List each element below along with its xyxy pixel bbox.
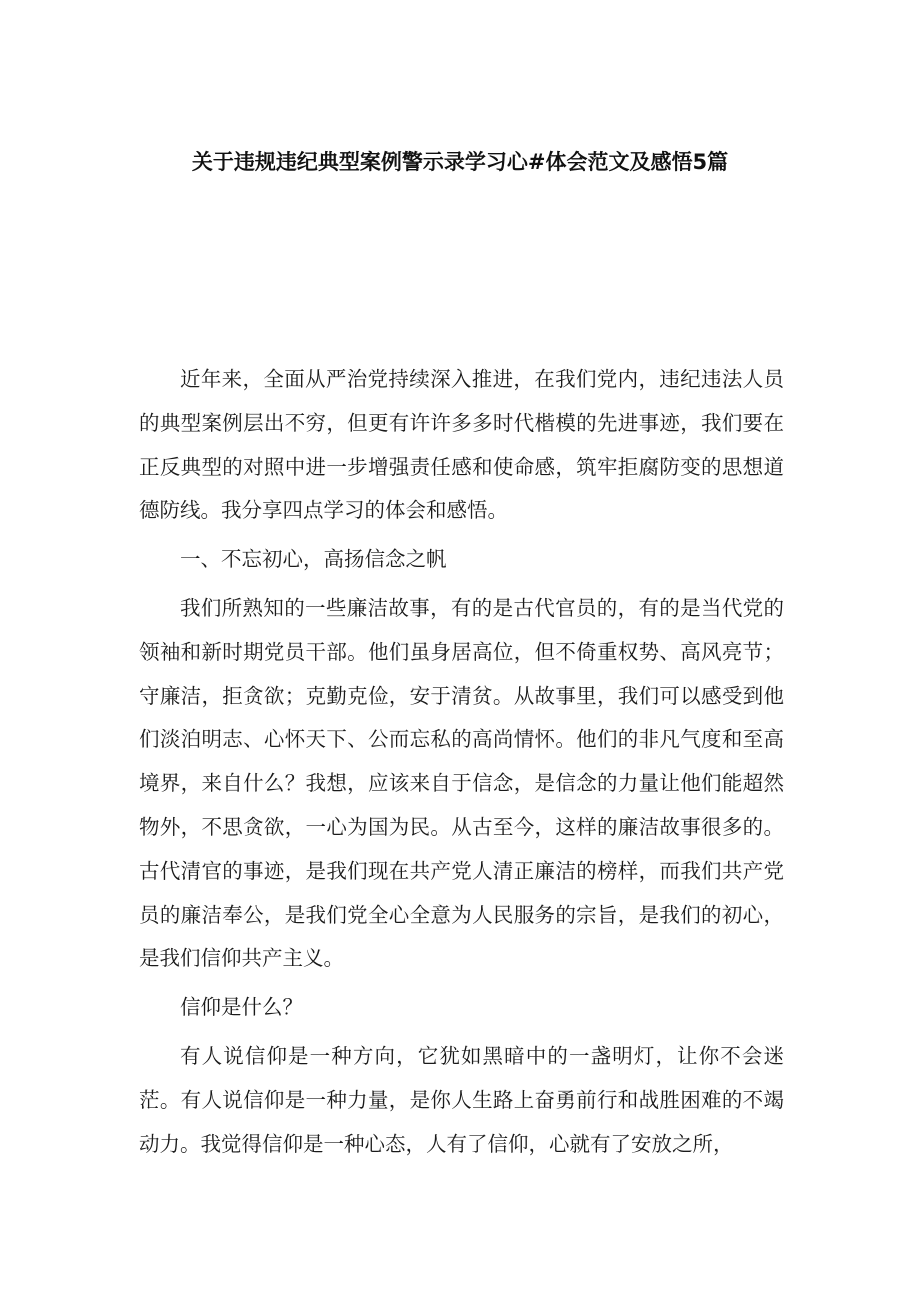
paragraph-integrity-stories: 我们所熟知的一些廉洁故事，有的是古代官员的，有的是当代党的领袖和新时期党员干部。他们虽身居高位，但不倚重权势、高风亮节；守廉洁，拒贪欲；克勤克俭，安于清贫。从故事里，我们可以感受到他们淡泊明志、心怀天下、公而忘私的高尚情怀。他们的非凡气度和至高境界，来自什么？我想，应该来自于信念，是信念的力量让他们能超然物外，不思贪欲，一心为国为民。从古至今，这样的廉洁故事很多的。古代清官的事迹，是我们现在共产党人清正廉洁的榜样，而我们共产党员的廉洁奉公，是我们党全心全意为人民服务的宗旨，是我们的初心，是我们信仰共产主义。	[139, 595, 784, 971]
document-title: 关于违规违纪典型案例警示录学习心#体会范文及感悟5篇	[191, 150, 729, 174]
document-body	[139, 358, 784, 1171]
paragraph-intro: 近年来，全面从严治党持续深入推进，在我们党内，违纪违法人员的典型案例层出不穷，但更有许许多多时代楷模的先进事迹，我们要在正反典型的对照中进一步增强责任感和使命感，筑牢拒腐防变的思想道德防线。我分享四点学习的体会和感悟。	[139, 367, 784, 523]
paragraph-question: 信仰是什么？	[180, 995, 303, 1020]
section-heading-1: 一、不忘初心，高扬信念之帆	[180, 547, 447, 572]
paragraph-faith: 有人说信仰是一种方向，它犹如黑暗中的一盏明灯，让你不会迷茫。有人说信仰是一种力量，是你人生路上奋勇前行和战胜困难的不竭动力。我觉得信仰是一种心态，人有了信仰，心就有了安放之所，	[139, 1043, 784, 1156]
